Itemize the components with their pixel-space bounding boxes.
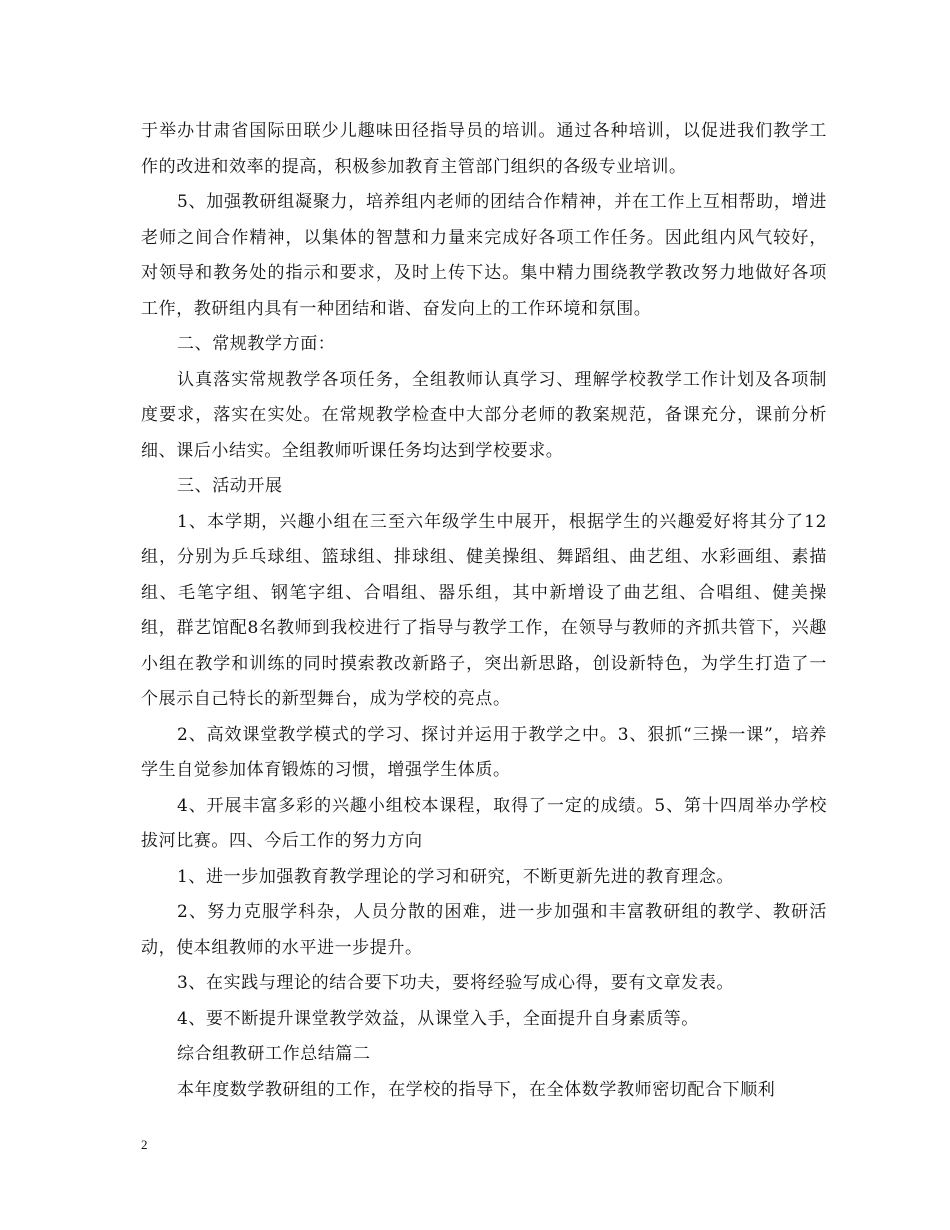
section-title: 综合组教研工作总结篇二 <box>177 1044 371 1064</box>
paragraph: 2、努力克服学科杂，人员分散的困难，进一步加强和丰富教研组的教学、教研活动，使本组教师的水平进一步提升。 <box>141 902 827 958</box>
paragraph: 3、在实践与理论的结合要下功夫，要将经验写成心得，要有文章发表。 <box>177 973 735 993</box>
paragraph: 认真落实常规教学各项任务，全组教师认真学习、理解学校教学工作计划及各项制度要求，落实在实处。在常规教学检查中大部分老师的教案规范，备课充分，课前分析细、课后小结实。全组教师听课任务均达到学校要求。 <box>141 369 827 461</box>
paragraph: 于举办甘肃省国际田联少儿趣味田径指导员的培训。通过各种培训，以促进我们教学工作的改进和效率的提高，积极参加教育主管部门组织的各级专业培训。 <box>141 121 827 177</box>
document-body <box>141 114 827 1108</box>
section-heading: 二、常规教学方面： <box>177 334 336 354</box>
paragraph: 4、开展丰富多彩的兴趣小组校本课程，取得了一定的成绩。5、第十四周举办学校拔河比赛。四、今后工作的努力方向 <box>141 795 827 851</box>
paragraph: 5、加强教研组凝聚力，培养组内老师的团结合作精神，并在工作上互相帮助，增进老师之间合作精神，以集体的智慧和力量来完成好各项工作任务。因此组内风气较好，对领导和教务处的指示和要求，及时上传下达。集中精力围绕教学教改努力地做好各项工作，教研组内具有一种团结和谐、奋发向上的工作环境和氛围。 <box>141 192 827 319</box>
paragraph: 1、进一步加强教育教学理论的学习和研究，不断更新先进的教育理念。 <box>177 866 735 887</box>
paragraph: 1、本学期，兴趣小组在三至六年级学生中展开，根据学生的兴趣爱好将其分了12组，分别为乒乓球组、篮球组、排球组、健美操组、舞蹈组、曲艺组、水彩画组、素描组、毛笔字组、钢笔字组、合唱组、器乐组，其中新增设了曲艺组、合唱组、健美操组，群艺馆配8名教师到我校进行了指导与教学工作，在领导与教师的齐抓共管下，兴趣小组在教学和训练的同时摸索教改新路子，突出新思路，创设新特色，为学生打造了一个展示自己特长的新型舞台，成为学校的亮点。 <box>141 511 827 709</box>
paragraph: 2、高效课堂教学模式的学习、探讨并运用于教学之中。3、狠抓“三操一课”，培养学生自觉参加体育锻炼的习惯，增强学生体质。 <box>141 724 827 780</box>
page-number: 2 <box>141 1137 148 1152</box>
paragraph: 4、要不断提升课堂教学效益，从课堂入手，全面提升自身素质等。 <box>177 1008 699 1029</box>
section-heading: 三、活动开展 <box>177 476 283 496</box>
paragraph: 本年度数学教研组的工作，在学校的指导下，在全体数学教师密切配合下顺利 <box>177 1079 776 1100</box>
